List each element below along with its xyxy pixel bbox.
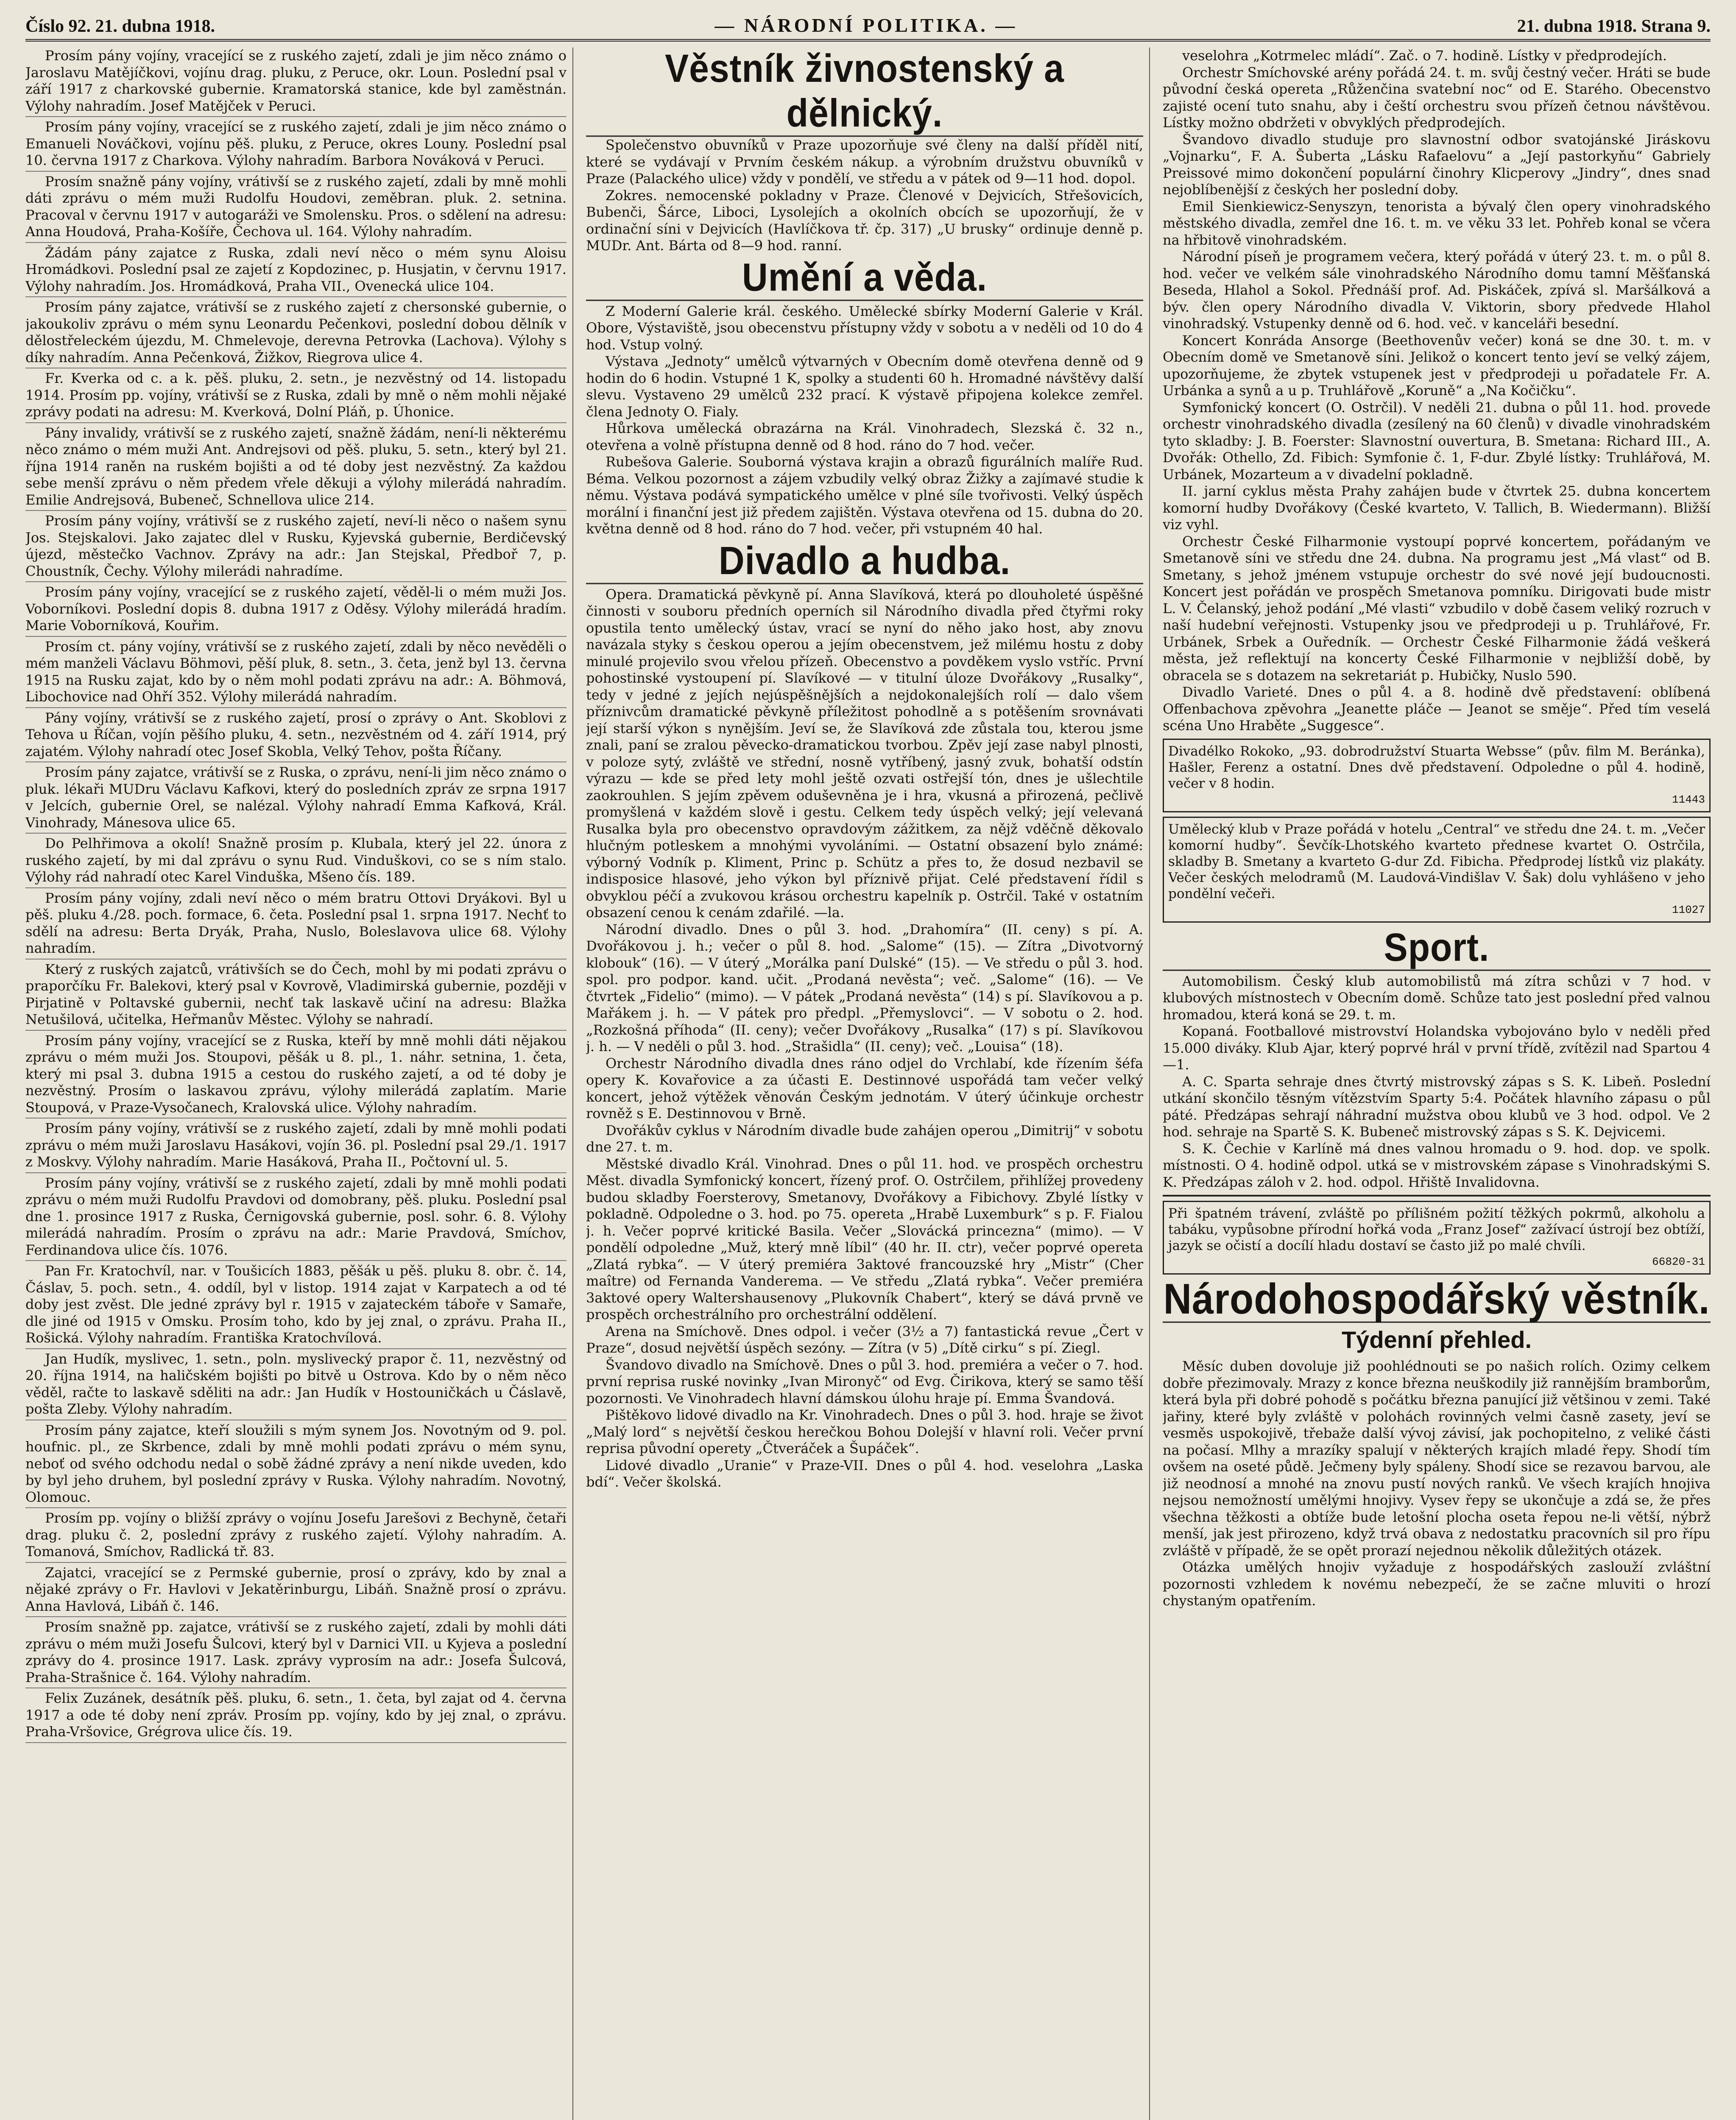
article-paragraph: Společenstvo obuvníků v Praze upozorňuje své členy na další příděl nití, které se vydávají v Prvním českém nákup. a výrobním družstvu obuvníků v Praze (Palackého ulice) vždy v pondělí, ve středu a v pátek od 9—11 hod. dopol.: [586, 137, 1143, 187]
notice-paragraph: Pan Fr. Kratochvíl, nar. v Toušicích 1883, pěšák u pěš. pluku 8. obr. č. 14, Čáslav, 5. poch. setn., 4. oddíl, byl v listop. 1914 zajat v Karpatech a od té doby jest zvěst. Dle jedné zprávy byl r. 1915 v zajateckém táboře v Samaře, dle jiné od 1915 v Omsku. Prosím toho, kdo by jej znal, o zprávu. Praha II., Rošická. Výlohy nahradím. Františka Kratochvílová.: [25, 1263, 567, 1349]
article-paragraph: Národní píseň je programem večera, který pořádá v úterý 23. t. m. o půl 8. hod. večer ve velkém sále vinohradského Národního domu tamní Měšťanská Beseda, Hlahol a Sokol. Přednáší prof. Ad. Piskáček, zpívá sl. Maršálková a býv. člen opery Národního divadla V. Viktorin, sbory předvede Hlahol vinohradský. Vstupenky denně od 6. hod. več. v kanceláři besední.: [1163, 248, 1711, 332]
masthead-right: 21. dubna 1918. Strana 9.: [1517, 17, 1711, 36]
section-divider: [1163, 1195, 1711, 1197]
notice-paragraph: Prosím snažně pány vojíny, vrátivší se z ruského zajetí, zdali by mně mohli dáti zprávu o mém muži Rudolfu Houdovi, zeměbran. pluk. 2. setnina. Pracoval v červnu 1917 v autogaráži ve Smolensku. Pros. o sdělení na adresu: Anna Houdová, Praha-Košíře, Čechova ul. 164. Výlohy nahradím.: [25, 173, 567, 243]
advertisement-box: [1163, 1201, 1711, 1275]
section-heading-trade: Věstník živnostenský a dělnický.: [586, 47, 1143, 137]
advertisement-code: 11443: [1672, 793, 1705, 806]
notice-paragraph: Jan Hudík, myslivec, 1. setn., poln. myslivecký prapor č. 11, nezvěstný od 20. října 1914, na haličském bojišti po bitvě u Ostrova. Kdo by o něm něco věděl, račte to laskavě sděliti na adr.: Jan Hudík v Hostouničkách u Čáslavě, pošta Zleby. Výlohy nahradím.: [25, 1351, 567, 1420]
notice-paragraph: Prosím pány vojíny, vracející se z ruského zajetí, zdali je jim něco známo o Jaroslavu Matějíčkovi, vojínu drag. pluku, z Peruce, okr. Loun. Poslední psal v září 1917 z charkovské gubernie. Kramatorská stanice, kde byl zaměstnán. Výlohy nahradím. Josef Matějček v Peruci.: [25, 47, 567, 117]
column-sport-economy: [1163, 47, 1711, 2120]
notice-paragraph: Fr. Kverka od c. a k. pěš. pluku, 2. setn., je nezvěstný od 14. listopadu 1914. Prosím pp. vojíny, vrátivší se z Ruska, zdali by mně o něm mohli nějaké zprávy podati na adresu: M. Kverková, Dolní Pláň, p. Úhonice.: [25, 370, 567, 423]
section-heading-sport: Sport.: [1163, 925, 1711, 971]
masthead-left: Číslo 92. 21. dubna 1918.: [25, 17, 215, 36]
article-paragraph: S. K. Čechie v Karlíně má dnes valnou hromadu o 9. hod. dop. ve spolk. místnosti. O 4. hodině odpol. utká se v mistrovském zápase s Vinohradskými S. K. Předzápas záloh v 2. hod. odpol. Hřiště Invalidovna.: [1163, 1140, 1711, 1190]
advertisement-text: Umělecký klub v Praze pořádá v hotelu „Central“ ve středu dne 24. t. m. „Večer komorní hudby“. Ševčík-Lhotského kvarteto přednese kvartet O. Ostrčila, skladby B. Smetany a kvarteto G-dur Zd. Fibicha. Předprodej lístků viz plakáty. Večer českých melodramů (M. Laudová-Vindišlav V. Šak) dolu vyhlášeno v jeho pondělní večeři.: [1168, 821, 1705, 901]
notice-paragraph: Prosím pány vojíny, vracející se z ruského zajetí, zdali je jim něco známo o Emanueli Nováčkovi, vojínu pěš. pluku, z Peruce, okres Louny. Poslední psal 10. června 1917 z Charkova. Výlohy nahradím. Barbora Nováková v Peruci.: [25, 119, 567, 172]
article-paragraph: Výstava „Jednoty“ umělců výtvarných v Obecním domě otevřena denně od 9 hodin do 6 hodin. Vstupné 1 K, spolky a studenti 60 h. Hromadné návštěvy další slevu. Vystaveno 29 umělců 232 prací. K výstavě připojena kolekce zemřel. člena Jednoty O. Fialy.: [586, 353, 1143, 420]
masthead: [25, 14, 1711, 42]
advertisement-code: 11027: [1672, 903, 1705, 916]
column-culture: [586, 47, 1150, 2120]
article-paragraph: Automobilism. Český klub automobilistů má zítra schůzi v 7 hod. v klubových místnostech v Obecním domě. Schůze tato jest poslední před valnou hromadou, která koná se 29. t. m.: [1163, 973, 1711, 1023]
notice-paragraph: Prosím pány vojíny, vracející se z ruského zajetí, věděl-li o mém muži Jos. Voborníkovi. Poslední dopis 8. dubna 1917 z Oděsy. Výlohy milerádá hradím. Marie Voborníková, Kouřim.: [25, 584, 567, 637]
advertisement-box: [1163, 739, 1711, 812]
article-paragraph: Otázka umělých hnojiv vyžaduje z hospodářských zaslouží zvláštní pozornosti vzhledem k novému nebezpečí, že se začne mluviti o hrozí chystaným opatřením.: [1163, 1559, 1711, 1609]
article-paragraph: Koncert Konráda Ansorge (Beethovenův večer) koná se dne 30. t. m. v Obecním domě ve Smetanově síni. Jelikož o koncert tento jeví se velký zájem, upozorňujeme, že zbytek vstupenek jest v předprodeji u pořadatele Fr. A. Urbánka a synů a u p. Truhlářově „Koruně“ a „Na Kočičku“.: [1163, 332, 1711, 399]
notice-paragraph: Pány vojíny, vrátivší se z ruského zajetí, prosí o zprávy o Ant. Skoblovi z Tehova u Říčan, vojín pěšího pluku, 4. setn., nezvěstném od 4. září 1914, prý zajatém. Výlohy nahradí otec Josef Skobla, Velký Tehov, pošta Říčany.: [25, 710, 567, 763]
article-paragraph: II. jarní cyklus města Prahy zahájen bude v čtvrtek 25. dubna koncertem komorní hudby Dvořákovy (České kvarteto, V. Tallich, B. Wiedermann). Bližší viz vyhl.: [1163, 483, 1711, 533]
article-paragraph: Symfonický koncert (O. Ostrčil). V neděli 21. dubna o půl 11. hod. provede orchestr vinohradského divadla (zesílený na 60 členů) v divadle vinohradském tyto skladby: J. B. Foerster: Slavnostní ouvertura, B. Smetana: Richard III., A. Dvořák: Othello, Zd. Fibich: Symfonie č. 1, F-dur. Zbylé lístky: Truhlářová, M. Urbánek, Mozarteum a v divadelní pokladně.: [1163, 399, 1711, 483]
section-heading-art: Umění a věda.: [586, 255, 1143, 301]
article-paragraph: Švandovo divadlo na Smíchově. Dnes o půl 3. hod. premiéra a večer o 7. hod. první reprisa ruské novinky „Ivan Mironyč“ od Evg. Čirikova, který se samo těší pozornosti. Ve Vinohradech hlavní dámskou úlohu hraje pí. Emma Švandová.: [586, 1356, 1143, 1406]
notice-paragraph: Felix Zuzánek, desátník pěš. pluku, 6. setn., 1. četa, byl zajat od 4. června 1917 a ode té doby není zpráv. Prosím pp. vojíny, kdo by jej znal, o zprávu. Praha-Vršovice, Grégrova ulice čís. 19.: [25, 1690, 567, 1743]
notice-paragraph: Prosím pány vojíny, zdali neví něco o mém bratru Ottovi Dryákovi. Byl u pěš. pluku 4./28. poch. formace, 6. četa. Poslední psal 1. srpna 1917. Nechť to sdělí na adresu: Berta Dryák, Praha, Nuslo, Boleslavova ulice 68. Výlohy nahradím.: [25, 890, 567, 960]
article-paragraph: Městské divadlo Král. Vinohrad. Dnes o půl 11. hod. ve prospěch orchestru Měst. divadla Symfonický koncert, řízený prof. O. Ostrčilem, přihlížej provedeny budou skladby Foersterovy, Smetanovy, Dvořákovy a Fibichovy. Zbylé lístky v pokladně. Odpoledne o 3. hod. po 75. opereta „Hrabě Luxemburk“ s p. F. Fialou j. h. Večer poprvé kritické Basila. Večer „Slovácká princezna“ (mimo). — V pondělí odpoledne „Muž, který mně líbil“ (40 hr. II. ctr), večer poprvé opereta „Zlatá rybka“. — V úterý premiéra 3aktové francouzské hry „Mistr“ (Cher maître) od Fernanda Vanderema. — Ve středu „Zlatá rybka“. Večer premiéra 3aktové opery Waltershausenovy „Plukovník Chabert“, který se dává prvně ve prospěch orchestrálního pro orchestrální oddělení.: [586, 1155, 1143, 1322]
article-paragraph: Emil Sienkiewicz-Senyszyn, tenorista a bývalý člen opery vinohradského městského divadla, zemřel dne 16. t. m. ve věku 33 let. Pohřeb konal se včera na hřbitově vinohradském.: [1163, 198, 1711, 248]
newspaper-title: — NÁRODNÍ POLITIKA. —: [714, 14, 1018, 36]
article-paragraph: Pištěkovo lidové divadlo na Kr. Vinohradech. Dnes o půl 3. hod. hraje se život „Malý lord“ s největší českou herečkou Bohou Dolejší v hlavní roli. Večer první reprisa původní operety „Čtveráček a Šupáček“.: [586, 1407, 1143, 1456]
section-heading-economy: Národohospodářský věstník.: [1163, 1275, 1710, 1323]
notice-paragraph: Pány invalidy, vrátivší se z ruského zajetí, snažně žádám, není-li některému něco známo o mém muži Ant. Andrejsovi od pěš. pluku, 5. setn., který byl 21. října 1914 raněn na ruském bojišti a od té doby jest nezvěstný. Za každou sebe menší zprávu o něm předem vřele děkuji a výlohy milerádá nahradím. Emilie Andrejsová, Bubeneč, Schnellova ulice 214.: [25, 425, 567, 511]
article-paragraph: Opera. Dramatická pěvkyně pí. Anna Slavíková, která po dlouholeté úspěšné činnosti v souboru předních operních sil Národního divadla před čtyřmi roky opustila tento umělecký ústav, vrací se nyní do něho jako host, aby znovu navázala styky s českou operou a jejím obecenstvem, jež milému hostu z doby minulé projevilo svou vřelou přízeň. Obecenstvo a povděkem vyslo vstříc. První pohostinské vystoupení pí. Slavíkové — v titulní úloze Dvořákovy „Rusalky“, tedy v jedné z jejích nejúspěšnějších a nejdokonalejších rolí — dalo všem příznivcům dramatické pěvkyně příležitost pohodlně a s potěšením srovnávati její starší výkon s nynějším. Jeví se, že Slavíková zde zůstala tou, kterou jsme znali, paní se zralou pěvecko-dramatickou tvorbou. Zpěv její zase nabyl plnosti, v poloze sytý, zvláště ve střední, nosně vytříbený, jasný zvuk, bohatší odstín výrazu — kde se před lety mohl ještě ozvati ostřejší tón, dnes je ušlechtile zaokrouhlen. S jejím zpěvem oduševněna je i hra, vkusná a přirozená, pečlivě promyšlená v každém slově i gestu. Celkem tedy úspěch velký; její velevaná Rusalka byla pro obecenstvo opravdovým zážitkem, za nějž vděčně děkovalo hlučným potleskem a mnohými vyvoláními. — Ostatní obsazení bylo známé: výborný Vodník p. Kliment, Princ p. Schütz a přes to, že dosud nezbavil se indisposice hlasové, jeho výkon byl příznivě přijat. Celé představení řídil s obvyklou péčí a zvukovou krásou orchestru kapelník p. Ostrčil. Také v ostatním obsazení cenou k cenám zdařilé. —la.: [586, 586, 1143, 921]
article-paragraph: Kopaná. Footballové mistrovství Holandska vybojováno bylo v neděli před 15.000 diváky. Klub Ajar, který poprvé hrál v první třídě, zvítězil nad Spartou 4—1.: [1163, 1023, 1711, 1073]
article-paragraph: Z Moderní Galerie král. českého. Umělecké sbírky Moderní Galerie v Král. Obore, Výstaviště, jsou obecenstvu přístupny vždy v sobotu a v neděli od 10 do 4 hod. Vstup volný.: [586, 303, 1143, 353]
article-paragraph: Orchestr Národního divadla dnes ráno odjel do Vrchlabí, kde řízením šéfa opery K. Kovařovice a za účasti E. Destinnové uspořádá tam večer velký koncert, jehož výtěžek věnován Českým jednotám. V úterý účinkuje orchestr rovněž s E. Destinnovou v Brně.: [586, 1055, 1143, 1121]
notice-paragraph: Prosím pány vojíny, vracející se z Ruska, kteří by mně mohli dáti nějakou zprávu o mém muži Jos. Stoupovi, pěšák u 8. pl., 1. náhr. setnina, 1. četa, který mi psal 3. dubna 1915 a cestou do ruského zajetí, a od té doby je nezvěstný. Prosím o laskavou zprávu, výlohy milerádá zaplatím. Marie Stoupová, v Praze-Vysočanech, Kralovská ulice. Výlohy nahradím.: [25, 1032, 567, 1119]
advertisement-box: [1163, 817, 1711, 923]
section-heading-theatre: Divadlo a hudba.: [586, 538, 1143, 584]
article-paragraph: Národní divadlo. Dnes o půl 3. hod. „Drahomíra“ (II. ceny) s pí. A. Dvořákovou j. h.; večer o půl 8. hod. „Salome“ (15). — Zítra „Divotvorný klobouk“ (16). — V úterý „Morálka paní Dulské“ (15). — Ve středu o půl 3. hod. spol. pro podpor. kand. učit. „Prodaná nevěsta“; več. „Salome“ (16). — Ve čtvrtek „Fidelio“ (mimo). — V pátek „Prodaná nevěsta“ (14) s pí. Slavíkovou a p. Mařákem j. h. — V pátek pro předpl. „Přemyslovci“. — V sobotu o 2. hod. „Rozkošná příhoda“ (II. ceny); večer Dvořákovy „Rusalka“ (17) s pí. Slavíkovou j. h. — V neděli o půl 3. hod. „Strašidla“ (II. ceny); več. „Louisa“ (18).: [586, 921, 1143, 1054]
notice-paragraph: Prosím ct. pány vojíny, vrátivší se z ruského zajetí, zdali by něco nevěděli o mém manželi Václavu Böhmovi, pěší pluk, 8. setn., 3. četa, jenž byl 13. června 1915 na Rusku zajat, kdo by o něm mohl podati zprávu na adr.: A. Böhmová, Libochovice nad Ohří 352. Výlohy milerádá nahradím.: [25, 639, 567, 708]
article-paragraph: Švandovo divadlo studuje pro slavnostní odbor svatojánské Jiráskovu „Vojnarku“, F. A. Šuberta „Lásku Rafaelovu“ a „Její pastorkyňu“ Gabriely Preissové mimo dokončení populární činohry Klicperovy „Jindry“, dnes snad nejoblíbenější z českých her poslední doby.: [1163, 131, 1711, 198]
article-paragraph: Hůrkova umělecká obrazárna na Král. Vinohradech, Slezská č. 32 n., otevřena a volně přístupna denně od 8 hod. ráno do 7 hod. večer.: [586, 420, 1143, 453]
notice-paragraph: Do Pelhřimova a okolí! Snažně prosím p. Klubala, který jel 22. února z ruského zajetí, by mi dal zprávu o synu Rud. Vinduškovi, co se s ním stalo. Výlohy rád nahradí otec Karel Vinduška, Mšeno čís. 189.: [25, 835, 567, 888]
notice-paragraph: Prosím pány vojíny, vrátivší se z ruského zajetí, zdali by mně mohli podati zprávu o mém muži Jaroslavu Hasákovi, vojín 36. pl. Poslední psal 29./1. 1917 z Moskvy. Výlohy nahradím. Marie Hasáková, Praha II., Počtovní ul. 5.: [25, 1120, 567, 1173]
notice-paragraph: Prosím pány vojíny, vrátivší se z ruského zajetí, neví-li něco o našem synu Jos. Stejskalovi. Jako zajatec dlel v Rusku, Kyjevská gubernie, Berdičevský újezd, městečko Vachnov. Zprávy na adr.: Jan Stejskal, Předboř 7, p. Choustník, Čechy. Výlohy milerádi nahradíme.: [25, 513, 567, 582]
notice-paragraph: Který z ruských zajatců, vrátivších se do Čech, mohl by mi podati zprávu o praporčíku Fr. Balekovi, který psal v Kovrově, Vladimirská gubernie, později v Pirjatině v Poltavské gubernii, nechť tak laskavě učiní na adresu: Blažka Netušilová, učitelka, Heřmanův Městec. Výlohy se nahradí.: [25, 961, 567, 1031]
article-paragraph: A. C. Sparta sehraje dnes čtvrtý mistrovský zápas s S. K. Libeň. Poslední utkání skončilo těsným vítězstvím Sparty 5:4. Počátek hlavního zápasu o půl páté. Předzápas sehrají náhradní mužstva obou klubů ve 3 hod. odpol. Ve 2 hod. sehraje na Spartě S. K. Bubeneč mistrovský zápas s S. K. Dejvicemi.: [1163, 1073, 1711, 1140]
notice-paragraph: Prosím snažně pp. zajatce, vrátivší se z ruského zajetí, zdali by mohli dáti zprávu o mém muži Josefu Šulcovi, který byl v Darnici VII. u Kyjeva a poslední zprávy do 4. prosince 1917. Lask. zprávy vyprosím na adr.: Josefa Šulcová, Praha-Strašnice č. 164. Výlohy nahradím.: [25, 1619, 567, 1688]
article-paragraph: veselohra „Kotrmelec mládí“. Zač. o 7. hodině. Lístky v předprodejích.: [1182, 47, 1667, 64]
notice-paragraph: Prosím pány zajatce, vrátivší se z ruského zajetí z chersonské gubernie, o jakoukoliv zprávu o mém synu Leonardu Pečenkovi, poslední dobou dělník v dělostřeleckém újezdu, M. Chmelevoje, derevna Petrovka (Lachova). Výlohy s díky nahradím. Anna Pečenková, Žižkov, Riegrova ulice 4.: [25, 299, 567, 368]
article-paragraph: Rubešova Galerie. Souborná výstava krajin a obrazů figurálních malíře Rud. Béma. Velkou pozornost a zájem vzbudily velký obraz Žižky a zajímavé studie k němu. Výstava podává sympatického umělce v plné síle tvořivosti. Velký úspěch morální i finanční jest již předem zajištěn. Výstava otevřena od 15. dubna do 20. května denně od 8 hod. ráno do 7 hod. večer, při vstupném 40 hal.: [586, 454, 1143, 537]
notice-paragraph: Prosím pány zajatce, vrátivší se z Ruska, o zprávu, není-li jim něco známo o pluk. lékaři MUDru Václavu Kafkovi, který do posledních zpráv ze srpna 1917 v Jelcích, gubernie Orel, se nalézal. Výlohy nahradí Emma Kafková, Král. Vinohrady, Mánesova ulice 65.: [25, 764, 567, 834]
article-paragraph: Divadlo Varieté. Dnes o půl 4. a 8. hodině dvě představení: oblíbená Offenbachova zpěvohra „Jeanette pláče — Jeanot se směje“. Před tím veselá scéna Uno Hraběte „Suggesce“.: [1163, 684, 1711, 734]
advertisement-text: Divadélko Rokoko, „93. dobrodružství Stuarta Websse“ (pův. film M. Beránka), Hašler, Ferenz a ostatní. Dnes dvě představení. Odpoledne o půl 4. hodině, večer v 8 hodin.: [1168, 743, 1705, 791]
article-paragraph: Dvořákův cyklus v Národním divadle bude zahájen operou „Dimitrij“ v sobotu dne 27. t. m.: [586, 1122, 1143, 1155]
article-paragraph: Lidové divadlo „Uranie“ v Praze-VII. Dnes o půl 4. hod. veselohra „Laska bdí“. Večer školská.: [586, 1457, 1143, 1490]
section-subheading: Týdenní přehled.: [1341, 1326, 1532, 1353]
notice-paragraph: Prosím pp. vojíny o bližší zprávy o vojínu Josefu Jarešovi z Bechyně, četaři drag. pluku č. 2, poslední zprávy z ruského zajetí. Výlohy nahradím. A. Tomanová, Smíchov, Radlická tř. 83.: [25, 1510, 567, 1563]
article-paragraph: Zokres. nemocenské pokladny v Praze. Členové v Dejvicích, Střešovicích, Bubenči, Šárce, Liboci, Lysolejích a okolních obcích se upozorňují, že v ordinační síni v Dejvicích (Havlíčkova tř. čp. 317) „U brusky“ ordinuje denně p. MUDr. Ant. Bárta od 8—9 hod. ranní.: [586, 187, 1143, 254]
notice-paragraph: Žádám pány zajatce z Ruska, zdali neví něco o mém synu Aloisu Hromádkovi. Poslední psal ze zajetí z Kopdozinec, p. Husjatin, v červnu 1917. Výlohy nahradím. Jos. Hromádková, Praha VII., Ovenecká ulice 104.: [25, 245, 567, 298]
column-missing-persons: [25, 47, 573, 2120]
columns: [25, 47, 1711, 2120]
article-paragraph: Orchestr České Filharmonie vystoupí poprvé koncertem, pořádaným ve Smetanově síni ve středu dne 24. dubna. Na programu jest „Má vlast“ od B. Smetany, s jehož jménem vstupuje orchestr do své nové její budoucnosti. Koncert jest pořádán ve prospěch Smetanova pomníku. Dirigovati bude mistr L. V. Čelanský, jehož podání „Mé vlasti“ vzbudilo v době časem veliký rozruch v naší hudební veřejnosti. Vstupenky jsou ve předprodeji u p. Truhlářové, Fr. Urbánek, Srbek a Ouředník. — Orchestr České Filharmonie žádá veškerá města, jež reflektují na koncerty České Filharmonie v nejbližší době, by obracela se s dotazem na sekretariát p. Hubičky, Nuslo 590.: [1163, 533, 1711, 683]
article-paragraph: Arena na Smíchově. Dnes odpol. i večer (3½ a 7) fantastická revue „Čert v Praze“, dosud největší úspěch sezóny. — Zítra (v 5) „Dítě cirku“ s pí. Ziegl.: [586, 1323, 1143, 1356]
notice-paragraph: Prosím pány vojíny, vrátivší se z ruského zajetí, zdali by mně mohli podati zprávu o mém muži Rudolfu Pravdovi od domobrany, pěš. pluku. Poslední psal dne 1. prosince 1917 z Ruska, Černigovská gubernie, posl. sohr. 6. 8. Výlohy milerádá nahradím. Prosím o zprávu na adr.: Marie Pravdová, Smíchov, Ferdinandova ulice čís. 1076.: [25, 1175, 567, 1261]
advertisement-code: 66820-31: [1652, 1255, 1705, 1268]
notice-paragraph: Zajatci, vracející se z Permské gubernie, prosí o zprávy, kdo by znal a nějaké zprávy o Fr. Havlovi v Jekatěrinburgu, Libáň. Snažně prosí o zprávu. Anna Havlová, Libáň č. 146.: [25, 1565, 567, 1618]
article-paragraph: Měsíc duben dovoluje již poohlédnouti se po našich rolích. Ozimy celkem dobře přezimovaly. Mrazy z konce března neuškodily již rannějším bramborům, která byla při dobré pohodě s počátku března panující již většinou v zemi. Také jařiny, které byly zvláště v polohách rovinných velmi časně zasety, jeví se vesměs uspokojivě, třebaže další vývoj závisí, jak pochopitelno, z veliké části na počasí. Mlhy a mrazíky spalují v některých krajích mladé řepy. Shodí tím ovšem na oseté půdě. Ječmeny byly spáleny. Shodí sice se rezavou barvou, ale již neodnosí a mnohé na znovu pustí nových ranků. Ve všech krajích hnojiva nejsou nemožností umělými hnojivy. Vysev řepy se ukončuje a zdá se, že přes všechna těžkosti a obtíže bude letošní plocha oseta řepou ne-li větší, nýbrž menší, jak jest přirozeno, když trvá obava z nedostatku pracovních sil pro řípu zvláště v případě, že se opět prorazí nejednou několik důležitých otázek.: [1163, 1358, 1711, 1559]
notice-paragraph: Prosím pány zajatce, kteří sloužili s mým synem Jos. Novotným od 9. pol. houfnic. pl., ze Skrbence, zdali by mně mohli podati zprávu o mém synu, neboť od svého odchodu nedal o sobě žádné zprávy a není nikde uveden, kdo by byl jeho druhem, byl poslední zprávy v Ruska. Výlohy nahradím. Novotný, Olomouc.: [25, 1422, 567, 1509]
advertisement-text: Při špatném trávení, zvláště po přílišném požití těžkých pokrmů, alkoholu a tabáku, vypůsobne přírodní hořká voda „Franz Josef“ zažívací ústrojí bez obtíží, jazyk se očistí a docílí hladu dostaví se často již po malé chvíli.: [1168, 1206, 1705, 1253]
article-paragraph: Orchestr Smíchovské arény pořádá 24. t. m. svůj čestný večer. Hráti se bude původní česká opereta „Růženčina svatební noc“ od E. Starého. Obecenstvo zajisté ocení tuto snahu, aby i čeští orchestru svou přízeň četnou návštěvou. Lístky možno obdržeti v obvyklých předprodejích.: [1163, 64, 1711, 131]
